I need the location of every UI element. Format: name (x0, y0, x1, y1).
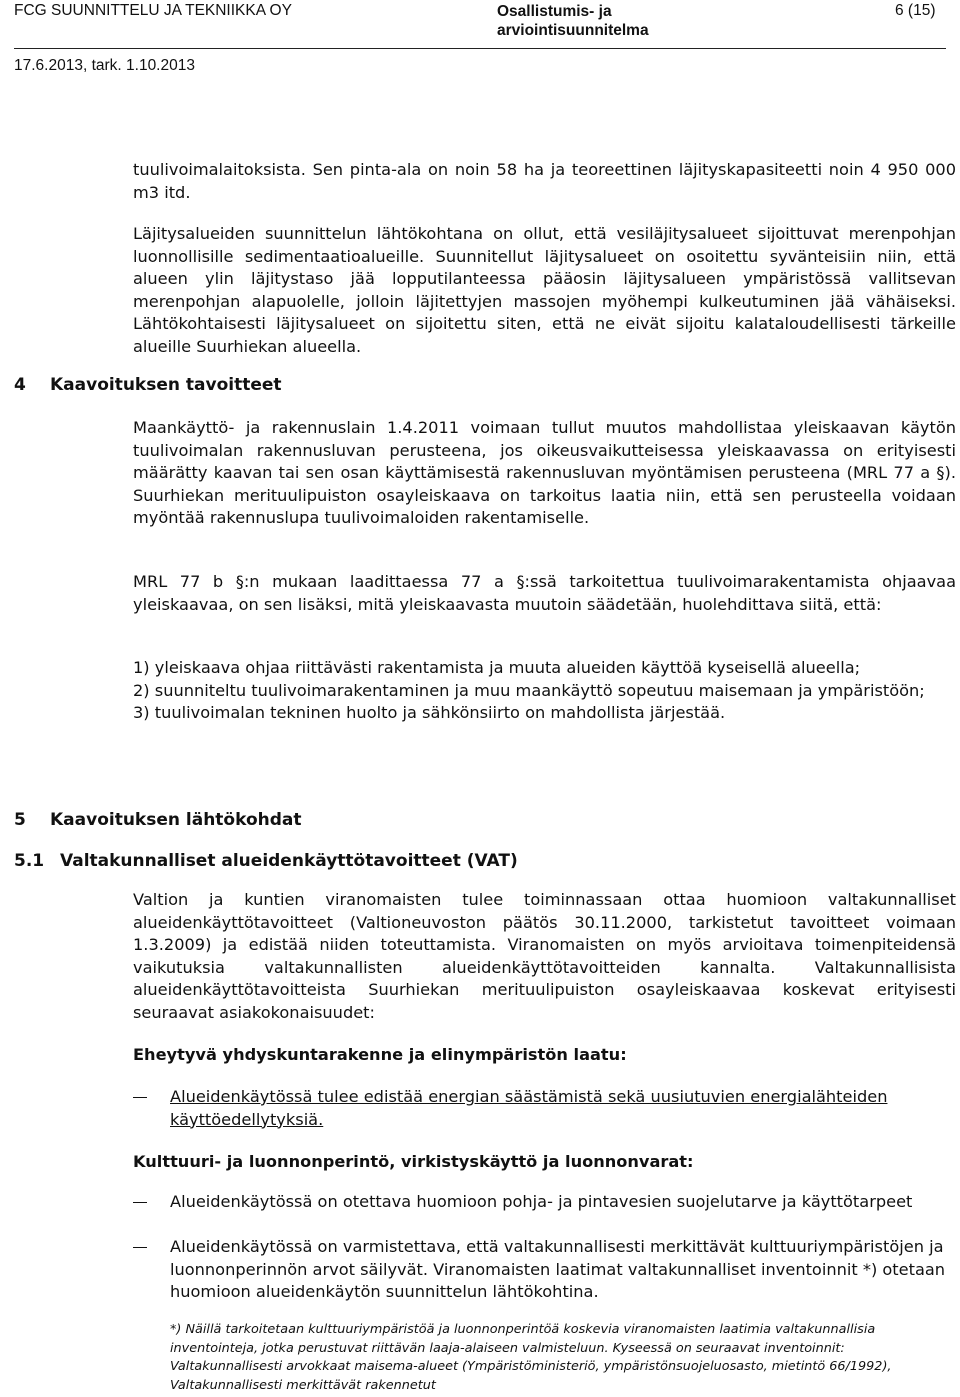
header-page-number: 6 (15) (895, 2, 936, 19)
section-5-title: Kaavoituksen lähtökohdat (50, 810, 302, 830)
bullet-text: Alueidenkäytössä on otettava huomioon pohja- ja pintavesien suojelutarve ja käyttötarpeet (170, 1192, 913, 1211)
list-item: 3) tuulivoimalan tekninen huolto ja sähkönsiirto on mahdollista järjestää. (133, 703, 726, 722)
paragraph-land-use-act: Maankäyttö- ja rakennuslain 1.4.2011 voimaan tullut muutos mahdollistaa yleiskaavan käytön tuulivoimalan rakennusluvan perusteena, jos oikeusvaikutteisessa yleiskaavassa on erityisesti määrätty kaavan tai sen osan käyttämisestä rakennusluvan myöntämisen perusteena (MRL 77 a §). Suurhiekan merituulipuiston osayleiskaava on tarkoitus laatia niin, että sen perusteella voidaan myöntää rakennuslupa tuulivoimaloiden rakentamiselle. (133, 418, 956, 527)
section-4-number: 4 (14, 375, 26, 395)
bullet-text: Alueidenkäytössä on varmistettava, että valtakunnallisesti merkittävät kulttuuriympäristöjen ja luonnonperinnön arvot säilyvät. Viranomaisten laatimat valtakunnalliset inventoinnit *) otetaan huomioon alueidenkäytön suunnittelun lähtökohtina. (170, 1237, 946, 1301)
header-company: FCG SUUNNITTELU JA TEKNIIKKA OY (14, 2, 292, 19)
section-4-title: Kaavoituksen tavoitteet (50, 375, 282, 395)
list-item: 1) yleiskaava ohjaa riittävästi rakentamista ja muuta alueiden käyttöä kyseisellä alueella; (133, 658, 861, 677)
section-5-1-heading (14, 851, 518, 871)
section-5-1-number: 5.1 (14, 851, 45, 871)
bullet-item-water (133, 1191, 956, 1214)
paragraph-vat: Valtion ja kuntien viranomaisten tulee toiminnassaan ottaa huomioon valtakunnalliset alueidenkäyttötavoitteet (Valtioneuvoston päätös 30.11.2000, tarkistetut tavoitteet voimaan 1.3.2009) ja edistää niiden toteuttamista. Viranomaisten on myös arvioitava toimenpiteidensä vaikutuksia valtakunnallisten alueidenkäyttötavoitteiden kannalta. Valtakunnallisista alueidenkäyttötavoitteista Suurhiekan merituulipuiston osayleiskaavaa koskevat erityisesti seuraavat asiakokonaisuudet: (133, 890, 956, 1022)
section-5-heading (14, 810, 302, 830)
requirements-list (133, 657, 956, 725)
paragraph-disposal-areas: Läjitysalueiden suunnittelun lähtökohtana on ollut, että vesiläjitysalueet sijoittuvat merenpohjan luonnollisille sedimentaatioalueille. Suunnitellut läjitysalueet on osoitettu syvänteisiin niin, että alueen ylin läjitystaso jää lopputilanteessa pääosin läjitysalueen ympäristössä vallitsevan merenpohjan alapuolelle, jolloin läjitettyjen massojen myöhempi kulkeutuminen jää vähäiseksi. Lähtökohtaisesti läjitysalueet on sijoitettu siten, että ne eivät sijoitu kalataloudellisesti tärkeille alueille Suurhiekan alueella. (133, 224, 956, 356)
section-4-heading (14, 375, 282, 395)
subheading-urban-structure: Eheytyvä yhdyskuntarakenne ja elinympäristön laatu: (133, 1045, 627, 1064)
section-5-number: 5 (14, 810, 26, 830)
bullet-item-energy (133, 1086, 956, 1131)
header-doc-title-line1: Osallistumis- ja (497, 3, 612, 20)
list-item: 2) suunniteltu tuulivoimarakentaminen ja muu maankäyttö sopeutuu maisemaan ja ympäristöön; (133, 680, 925, 700)
header-date: 17.6.2013, tark. 1.10.2013 (14, 57, 195, 74)
footnote: *) Näillä tarkoitetaan kulttuuriympäristöä ja luonnonperintöä koskevia viranomaisten laatimia valtakunnallisia inventointeja, jotka perustuvat riittävän laaja-alaiseen valmisteluun. Kyseessä on seuraavat inventoinnit: Valtakunnallisesti arvokkaat maisema-alueet (Ympäristöministeriö, ympäristönsuojeluosasto, mietintö 66/1992), Valtakunnallisesti merkittävät rakennetut (170, 1322, 892, 1393)
subheading-cultural-heritage: Kulttuuri- ja luonnonperintö, virkistyskäyttö ja luonnonvarat: (133, 1152, 694, 1171)
paragraph-mrl-77b: MRL 77 b §:n mukaan laadittaessa 77 a §:ssä tarkoitettua tuulivoimarakentamista ohjaavaa yleiskaavaa, on sen lisäksi, mitä yleiskaavasta muutoin säädetään, huolehdittava siitä, että: (133, 572, 956, 614)
paragraph-intro: tuulivoimalaitoksista. Sen pinta-ala on noin 58 ha ja teoreettinen läjityskapasiteetti noin 4 950 000 m3 itd. (133, 160, 956, 202)
header-rule (14, 48, 946, 49)
section-5-1-title: Valtakunnalliset alueidenkäyttötavoitteet (VAT) (60, 851, 518, 871)
bullet-item-heritage (133, 1236, 956, 1304)
bullet-text: Alueidenkäytössä tulee edistää energian säästämistä sekä uusiutuvien energialähteiden käyttöedellytyksiä. (170, 1087, 888, 1129)
dash-bullet-icon (133, 1097, 147, 1098)
dash-bullet-icon (133, 1247, 147, 1248)
header-doc-title (497, 2, 649, 40)
dash-bullet-icon (133, 1202, 147, 1203)
header-doc-title-line2: arviointisuunnitelma (497, 22, 649, 39)
